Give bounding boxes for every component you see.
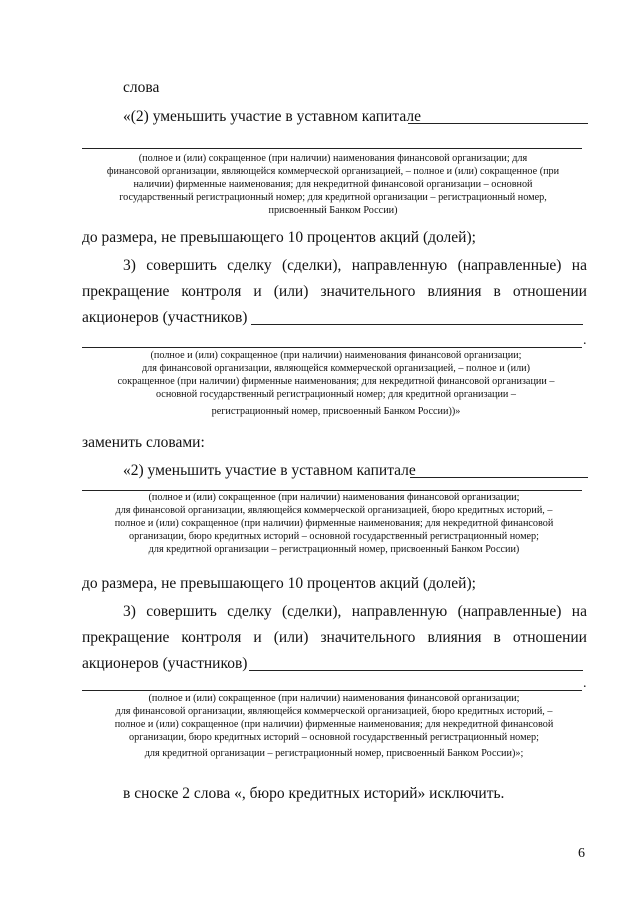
word: (или): [273, 283, 309, 300]
paragraph-3-line-1: [123, 257, 587, 275]
word: (направленные): [457, 257, 562, 274]
reduce-participation-line-1: «(2) уменьшить участие в уставном капитале: [123, 108, 421, 125]
word: влияния: [427, 629, 482, 646]
note-line: финансовой организации, являющейся коммерческой организацией, – полное и (или) сокращенное (при: [106, 166, 560, 177]
note-line: (полное и (или) сокращенное (при наличии) наименования финансовой организации;: [148, 492, 520, 503]
note-line: для финансовой организации, являющейся коммерческой организацией, – полное и (или): [141, 363, 530, 374]
word: контроля: [181, 629, 242, 646]
reduce-participation-line-2: «2) уменьшить участие в уставном капитале: [123, 462, 416, 479]
footnote-instruction: в сноске 2 слова «, бюро кредитных историй» исключить.: [123, 785, 505, 802]
blank-line: [249, 670, 583, 671]
word: (или): [273, 629, 309, 646]
up-to-size-line-2: до размера, не превышающего 10 процентов акций (долей);: [82, 575, 476, 592]
word: 3): [123, 603, 136, 620]
explanatory-note-2: [96, 349, 576, 418]
note-line: регистрационный номер, присвоенный Банком России))»: [211, 406, 461, 417]
note-line: для кредитной организации – регистрационный номер, присвоенный Банком России): [148, 544, 520, 555]
word: (сделки),: [281, 257, 342, 274]
note-line: (полное и (или) сокращенное (при наличии) наименования финансовой организации; для: [138, 153, 528, 164]
word: прекращение: [82, 629, 170, 646]
period-mark: .: [583, 333, 587, 348]
up-to-size-line-1: до размера, не превышающего 10 процентов акций (долей);: [82, 229, 476, 246]
note-line: (полное и (или) сокращенное (при наличии) наименования финансовой организации;: [148, 693, 520, 704]
note-line: организации, бюро кредитных историй – основной государственный регистрационный номер;: [129, 531, 539, 542]
word: влияния: [427, 283, 482, 300]
word: сделку: [227, 603, 272, 620]
page-number: 6: [578, 846, 585, 861]
note-line: для финансовой организации, являющейся коммерческой организацией, бюро кредитных историй, –: [115, 505, 553, 516]
shareholders-label-1: акционеров (участников): [82, 309, 248, 326]
note-line: государственный регистрационный номер; для кредитной организации – регистрационный номер,: [119, 192, 547, 203]
period-mark: .: [583, 676, 587, 691]
word: отношении: [512, 283, 587, 300]
note-line: организации, бюро кредитных историй – основной государственный регистрационный номер;: [129, 732, 539, 743]
paragraph-3-line-1: [123, 603, 587, 621]
note-line: основной государственный регистрационный номер; для кредитной организации –: [155, 389, 517, 400]
word: контроля: [181, 283, 242, 300]
word: направленную: [351, 257, 448, 274]
explanatory-note-4: [82, 692, 586, 760]
note-line: для финансовой организации, являющейся коммерческой организацией, бюро кредитных историй, –: [115, 706, 553, 717]
blank-line: [82, 690, 582, 691]
word: отношении: [512, 629, 587, 646]
paragraph-3-line-2: [82, 629, 587, 647]
word: значительного: [320, 283, 416, 300]
word: (направленные): [457, 603, 562, 620]
word: (сделки),: [281, 603, 342, 620]
blank-line: [82, 148, 582, 149]
word: и: [253, 629, 262, 646]
explanatory-note-1: [80, 152, 586, 217]
paragraph-3-line-2: [82, 283, 587, 301]
explanatory-note-3: [82, 491, 586, 556]
shareholders-label-2: акционеров (участников): [82, 655, 248, 672]
note-line: наличии) фирменные наименования; для некредитной финансовой организации – основной: [133, 179, 533, 190]
blank-line: [410, 477, 588, 478]
word: совершить: [146, 603, 217, 620]
blank-line: [408, 123, 588, 124]
word: направленную: [351, 603, 448, 620]
word: сделку: [227, 257, 272, 274]
word: на: [571, 603, 587, 620]
note-line: полное и (или) сокращенное (при наличии) фирменные наименования; для некредитной финансовой: [114, 719, 554, 730]
replace-with-label: заменить словами:: [82, 434, 205, 451]
word: совершить: [146, 257, 217, 274]
word: прекращение: [82, 283, 170, 300]
word-slova: слова: [123, 79, 160, 96]
word: значительного: [320, 629, 416, 646]
word: и: [253, 283, 262, 300]
word: 3): [123, 257, 136, 274]
note-line: (полное и (или) сокращенное (при наличии) наименования финансовой организации;: [150, 350, 522, 361]
word: на: [571, 257, 587, 274]
blank-line: [82, 347, 582, 348]
note-line: для кредитной организации – регистрационный номер, присвоенный Банком России)»;: [144, 748, 524, 759]
note-line: полное и (или) сокращенное (при наличии) фирменные наименования; для некредитной финансовой: [114, 518, 554, 529]
word: в: [493, 283, 501, 300]
note-line: присвоенный Банком России): [268, 205, 398, 216]
word: в: [493, 629, 501, 646]
blank-line: [251, 324, 583, 325]
note-line: сокращенное (при наличии) фирменные наименования; для некредитной финансовой организации –: [117, 376, 555, 387]
